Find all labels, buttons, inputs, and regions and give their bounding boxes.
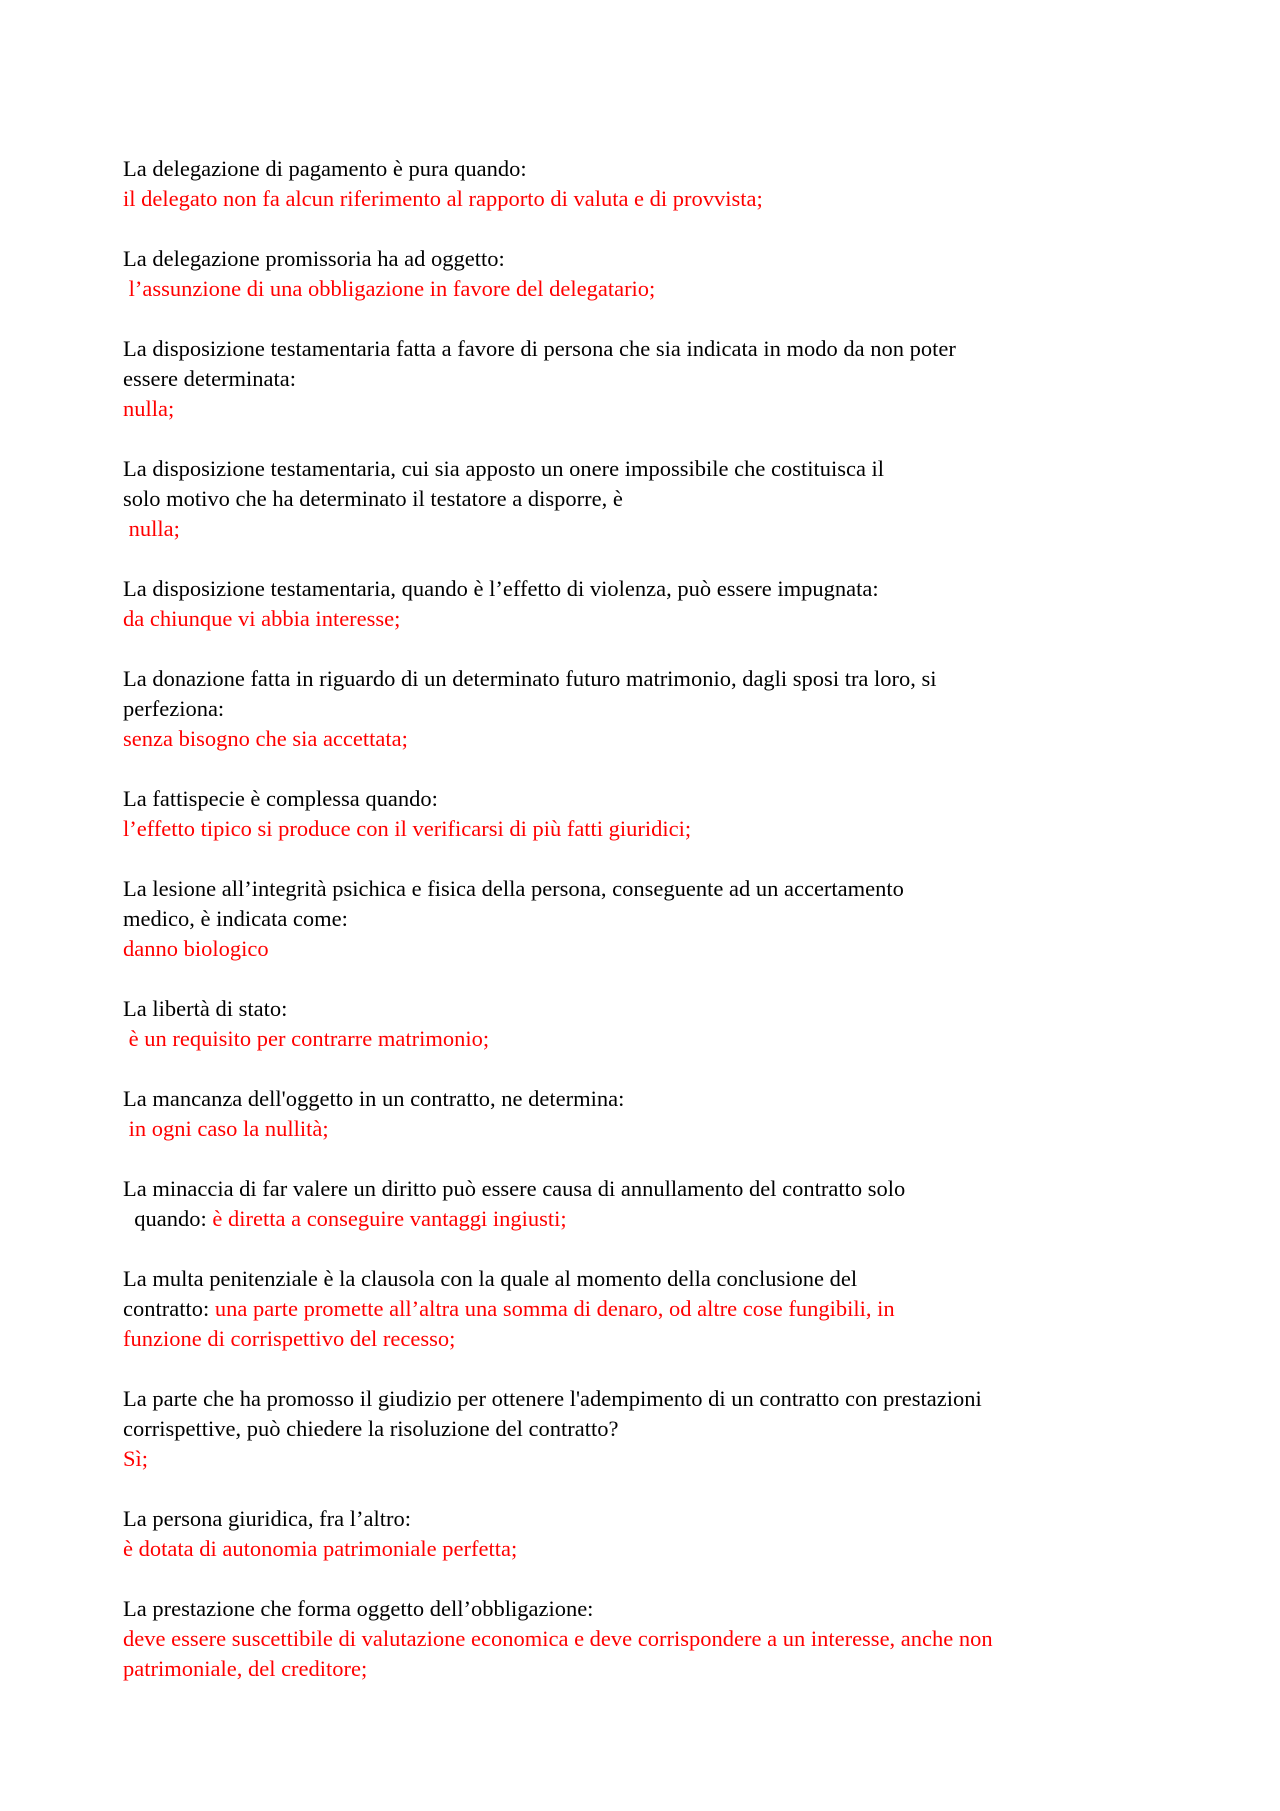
answer-text: senza bisogno che sia accettata; bbox=[123, 726, 408, 751]
text-line bbox=[123, 1264, 1183, 1294]
text-line bbox=[123, 994, 1183, 1024]
qa-item bbox=[123, 1174, 1183, 1234]
question-text: La fattispecie è complessa quando: bbox=[123, 786, 438, 811]
answer-text: nulla; bbox=[123, 396, 175, 421]
question-text: La prestazione che forma oggetto dell’obbligazione: bbox=[123, 1596, 594, 1621]
text-line bbox=[123, 814, 1183, 844]
text-line bbox=[123, 394, 1183, 424]
question-text: La persona giuridica, fra l’altro: bbox=[123, 1506, 411, 1531]
qa-item bbox=[123, 874, 1183, 964]
answer-text: patrimoniale, del creditore; bbox=[123, 1656, 368, 1681]
text-line bbox=[123, 604, 1183, 634]
text-line bbox=[123, 664, 1183, 694]
answer-text: una parte promette all’altra una somma di denaro, od altre cose fungibili, in bbox=[214, 1296, 895, 1321]
qa-item bbox=[123, 994, 1183, 1054]
question-text: La donazione fatta in riguardo di un determinato futuro matrimonio, dagli sposi tra loro, si bbox=[123, 666, 937, 691]
question-text: La disposizione testamentaria, cui sia apposto un onere impossibile che costituisca il bbox=[123, 456, 885, 481]
answer-text: è diretta a conseguire vantaggi ingiusti; bbox=[212, 1206, 567, 1231]
question-text: La disposizione testamentaria fatta a favore di persona che sia indicata in modo da non poter bbox=[123, 336, 956, 361]
qa-item bbox=[123, 574, 1183, 634]
text-line bbox=[123, 934, 1183, 964]
answer-text: è dotata di autonomia patrimoniale perfetta; bbox=[123, 1536, 518, 1561]
answer-text: da chiunque vi abbia interesse; bbox=[123, 606, 401, 631]
answer-text: è un requisito per contrarre matrimonio; bbox=[123, 1026, 490, 1051]
text-line bbox=[123, 694, 1183, 724]
question-text: La libertà di stato: bbox=[123, 996, 288, 1021]
text-line bbox=[123, 1594, 1183, 1624]
question-text: La lesione all’integrità psichica e fisica della persona, conseguente ad un accertamento bbox=[123, 876, 904, 901]
qa-item bbox=[123, 664, 1183, 754]
text-line bbox=[123, 274, 1183, 304]
answer-text: nulla; bbox=[123, 516, 180, 541]
text-line bbox=[123, 1174, 1183, 1204]
text-line bbox=[123, 454, 1183, 484]
question-text: La delegazione di pagamento è pura quando: bbox=[123, 156, 527, 181]
text-line bbox=[123, 1504, 1183, 1534]
qa-list bbox=[123, 154, 1183, 1714]
answer-text: deve essere suscettibile di valutazione economica e deve corrispondere a un interesse, anche non bbox=[123, 1626, 993, 1651]
qa-item bbox=[123, 1594, 1183, 1684]
qa-item bbox=[123, 784, 1183, 844]
answer-text: il delegato non fa alcun riferimento al rapporto di valuta e di provvista; bbox=[123, 186, 763, 211]
answer-text: l’effetto tipico si produce con il verificarsi di più fatti giuridici; bbox=[123, 816, 692, 841]
question-text: corrispettive, può chiedere la risoluzione del contratto? bbox=[123, 1416, 619, 1441]
question-text: La parte che ha promosso il giudizio per ottenere l'adempimento di un contratto con prestazioni bbox=[123, 1386, 982, 1411]
qa-item bbox=[123, 454, 1183, 544]
text-line bbox=[123, 184, 1183, 214]
text-line bbox=[123, 1534, 1183, 1564]
answer-text: Sì; bbox=[123, 1446, 149, 1471]
text-line bbox=[123, 1084, 1183, 1114]
answer-text: l’assunzione di una obbligazione in favore del delegatario; bbox=[123, 276, 656, 301]
text-line bbox=[123, 874, 1183, 904]
text-line bbox=[123, 514, 1183, 544]
text-line bbox=[123, 1324, 1183, 1354]
question-text: perfeziona: bbox=[123, 696, 225, 721]
text-line bbox=[123, 244, 1183, 274]
text-line bbox=[123, 1204, 1183, 1234]
question-text: La multa penitenziale è la clausola con la quale al momento della conclusione del bbox=[123, 1266, 858, 1291]
question-text: essere determinata: bbox=[123, 366, 297, 391]
text-line bbox=[123, 1114, 1183, 1144]
text-line bbox=[123, 484, 1183, 514]
qa-item bbox=[123, 1264, 1183, 1354]
qa-item bbox=[123, 1084, 1183, 1144]
question-text: solo motivo che ha determinato il testatore a disporre, è bbox=[123, 486, 623, 511]
text-line bbox=[123, 784, 1183, 814]
text-line bbox=[123, 334, 1183, 364]
question-text: La mancanza dell'oggetto in un contratto, ne determina: bbox=[123, 1086, 625, 1111]
text-line bbox=[123, 1024, 1183, 1054]
text-line bbox=[123, 154, 1183, 184]
text-line bbox=[123, 1444, 1183, 1474]
question-text: quando: bbox=[123, 1206, 213, 1231]
question-text: medico, è indicata come: bbox=[123, 906, 348, 931]
answer-text: in ogni caso la nullità; bbox=[123, 1116, 329, 1141]
qa-item bbox=[123, 1384, 1183, 1474]
text-line bbox=[123, 364, 1183, 394]
question-text: contratto: bbox=[123, 1296, 215, 1321]
text-line bbox=[123, 574, 1183, 604]
answer-text: danno biologico bbox=[123, 936, 269, 961]
qa-item bbox=[123, 334, 1183, 424]
question-text: La disposizione testamentaria, quando è l’effetto di violenza, può essere impugnata: bbox=[123, 576, 879, 601]
answer-text: funzione di corrispettivo del recesso; bbox=[123, 1326, 456, 1351]
text-line bbox=[123, 904, 1183, 934]
text-line bbox=[123, 1624, 1183, 1654]
text-line bbox=[123, 724, 1183, 754]
text-line bbox=[123, 1654, 1183, 1684]
qa-item bbox=[123, 154, 1183, 214]
text-line bbox=[123, 1384, 1183, 1414]
qa-item bbox=[123, 244, 1183, 304]
question-text: La minaccia di far valere un diritto può essere causa di annullamento del contratto solo bbox=[123, 1176, 906, 1201]
question-text: La delegazione promissoria ha ad oggetto: bbox=[123, 246, 505, 271]
qa-item bbox=[123, 1504, 1183, 1564]
text-line bbox=[123, 1414, 1183, 1444]
text-line bbox=[123, 1294, 1183, 1324]
